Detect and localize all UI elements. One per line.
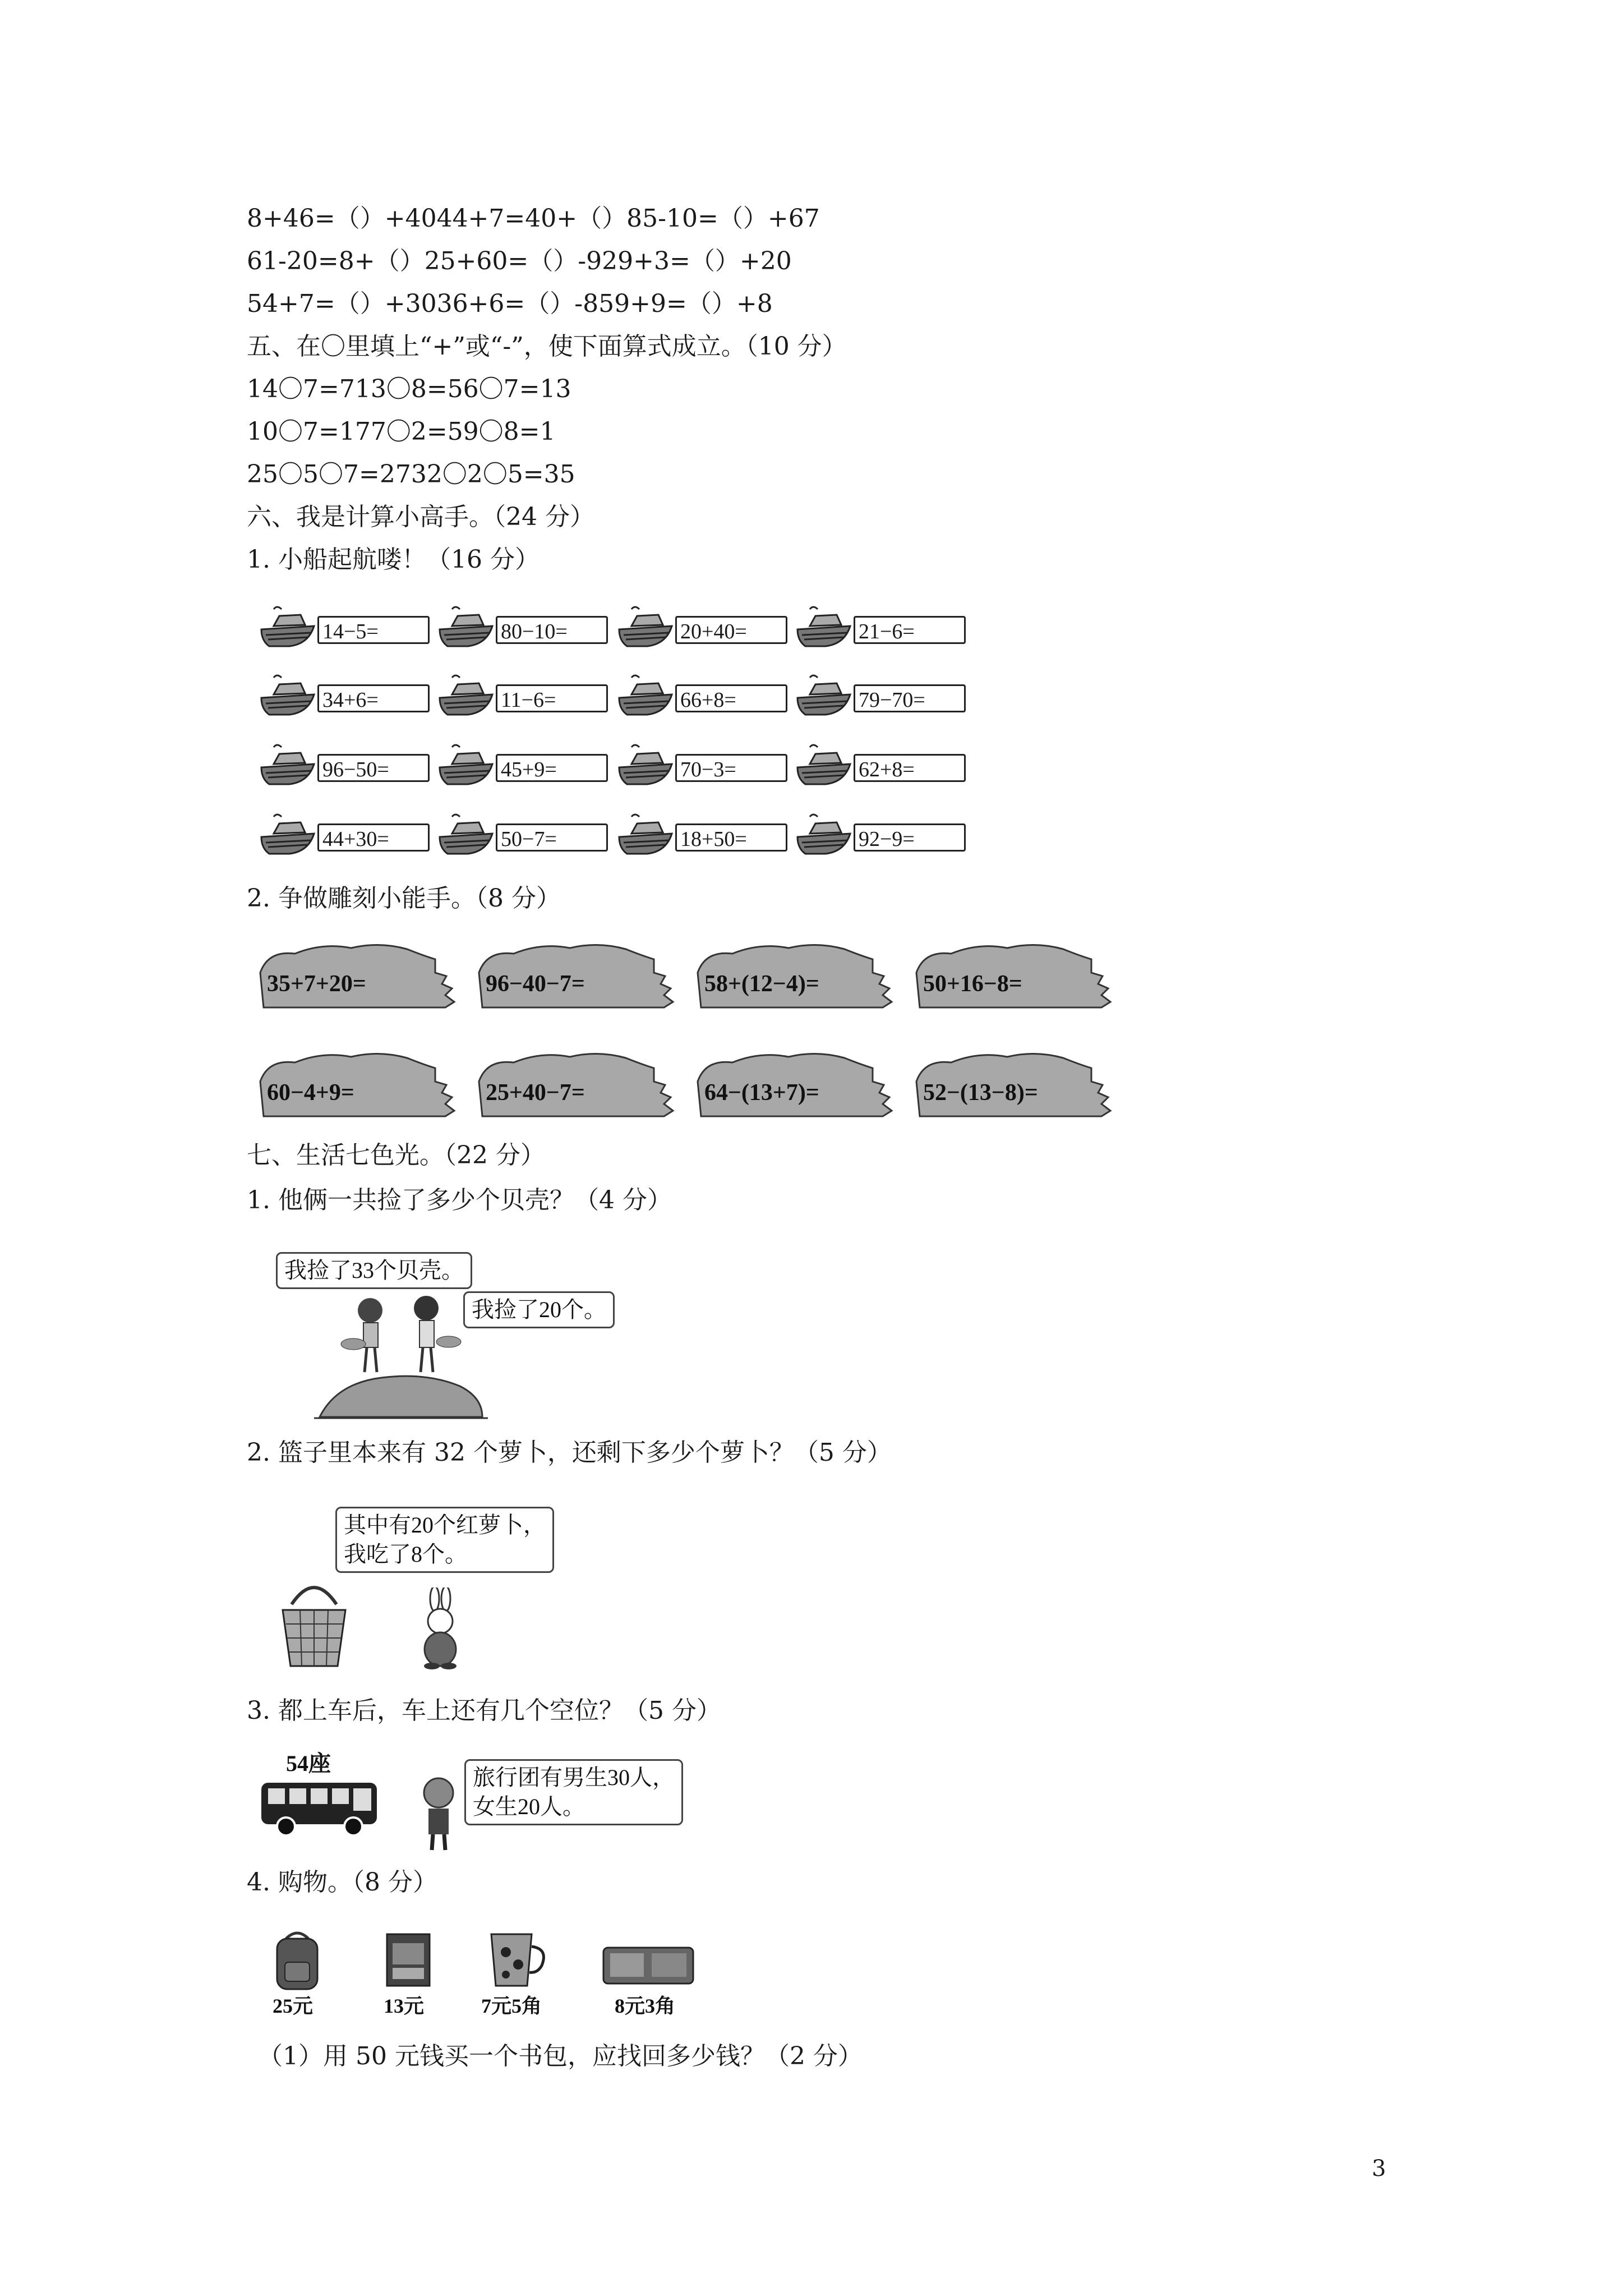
boat-problem <box>793 604 972 648</box>
boat-expression: 34+6= <box>317 684 430 712</box>
speech-bubble-girl: 我捡了33个贝壳。 <box>276 1252 472 1289</box>
rabbit-icon <box>415 1588 465 1672</box>
boat-icon <box>257 742 319 786</box>
boat-icon <box>615 811 676 856</box>
boat-expression: 14−5= <box>317 616 430 644</box>
boat-icon <box>435 604 497 648</box>
price-pencil-case: 8元3角 <box>615 1995 676 2017</box>
boat-icon <box>615 604 676 648</box>
boat-expression: 80−10= <box>496 616 608 644</box>
rock-problem <box>256 1049 463 1122</box>
rock-expression: 25+40−7= <box>486 1080 585 1106</box>
boat-expression: 70−3= <box>675 754 787 782</box>
boat-problem <box>615 742 794 786</box>
speech-bubble-boy: 我捡了20个。 <box>463 1291 615 1328</box>
rock-expression: 50+16−8= <box>923 971 1022 997</box>
q4-title: 4. 购物。（8 分） <box>247 1868 437 1897</box>
boat-problem <box>257 742 436 786</box>
boat-expression: 45+9= <box>496 754 608 782</box>
boat-problem <box>435 811 615 856</box>
section5-line-2: 10〇7=177〇2=59〇8=1 <box>247 417 556 446</box>
schoolbag-icon <box>269 1927 325 1993</box>
section6-title: 六、我是计算小高手。（24 分） <box>247 503 594 531</box>
boat-problem <box>435 604 615 648</box>
boat-problem <box>257 672 436 717</box>
q1-title: 1. 他俩一共捡了多少个贝壳？（4 分） <box>247 1186 672 1214</box>
section5-line-3: 25〇5〇7=2732〇2〇5=35 <box>247 460 575 489</box>
boat-expression: 62+8= <box>854 754 966 782</box>
rock-problem <box>474 940 682 1013</box>
boat-icon <box>257 672 319 717</box>
boat-expression: 11−6= <box>496 684 608 712</box>
rock-problem <box>912 940 1119 1013</box>
boat-icon <box>435 672 497 717</box>
equation-line-1: 8+46=（）+4044+7=40+（）85-10=（）+67 <box>247 204 820 233</box>
boat-problem <box>615 604 794 648</box>
rock-expression: 35+7+20= <box>267 971 366 997</box>
boat-expression: 50−7= <box>496 823 608 852</box>
bubble-line-1: 旅行团有男生30人， <box>473 1765 675 1790</box>
boat-problem <box>615 672 794 717</box>
boat-problem <box>793 811 972 856</box>
boy-icon <box>416 1775 461 1853</box>
rock-expression: 96−40−7= <box>486 971 585 997</box>
rock-expression: 58+(12−4)= <box>704 971 819 997</box>
rock-expression: 52−(13−8)= <box>923 1080 1038 1106</box>
rock-problem <box>256 940 463 1013</box>
section5-title: 五、在〇里填上“+”或“-”，使下面算式成立。（10 分） <box>247 332 847 361</box>
boat-icon <box>257 811 319 856</box>
price-cup: 7元5角 <box>481 1995 542 2017</box>
boat-icon <box>793 604 855 648</box>
boat-expression: 20+40= <box>675 616 787 644</box>
bus-seat-label: 54座 <box>286 1751 331 1776</box>
boat-problem <box>257 604 436 648</box>
page-number: 3 <box>1372 2156 1386 2182</box>
boat-icon <box>793 811 855 856</box>
boat-expression: 79−70= <box>854 684 966 712</box>
boat-expression: 44+30= <box>317 823 430 852</box>
equation-line-2: 61-20=8+（）25+60=（）-929+3=（）+20 <box>247 247 792 275</box>
section7-title: 七、生活七色光。（22 分） <box>247 1141 545 1170</box>
boat-expression: 92−9= <box>854 823 966 852</box>
rock-expression: 60−4+9= <box>267 1080 354 1106</box>
bus-icon <box>258 1777 381 1839</box>
boat-icon <box>435 742 497 786</box>
price-schoolbag: 25元 <box>273 1995 313 2017</box>
bubble-line-1: 其中有20个红萝卜， <box>344 1512 546 1538</box>
boat-icon <box>257 604 319 648</box>
bubble-line-2: 女生20人。 <box>473 1794 585 1819</box>
boat-icon <box>615 672 676 717</box>
price-book: 13元 <box>384 1995 425 2017</box>
boat-expression: 21−6= <box>854 616 966 644</box>
q2-title: 2. 篮子里本来有 32 个萝卜，还剩下多少个萝卜？（5 分） <box>247 1438 892 1467</box>
boat-expression: 18+50= <box>675 823 787 852</box>
section6-part2-title: 2. 争做雕刻小能手。（8 分） <box>247 884 561 913</box>
boat-problem <box>793 672 972 717</box>
rock-problem <box>693 1049 901 1122</box>
speech-bubble-tour <box>464 1759 683 1825</box>
pencil-case-icon <box>601 1945 697 1987</box>
boat-problem <box>615 811 794 856</box>
bubble-line-2: 我吃了8个。 <box>344 1542 467 1567</box>
section5-line-1: 14〇7=713〇8=56〇7=13 <box>247 375 571 403</box>
book-icon <box>384 1932 434 1988</box>
cup-icon <box>483 1930 551 1991</box>
boat-icon <box>615 742 676 786</box>
children-on-rock-illustration <box>314 1288 488 1428</box>
equation-line-3: 54+7=（）+3036+6=（）-859+9=（）+8 <box>247 289 773 318</box>
boat-expression: 96−50= <box>317 754 430 782</box>
boat-icon <box>435 811 497 856</box>
q4-sub1: （1）用 50 元钱买一个书包，应找回多少钱？（2 分） <box>258 2042 863 2070</box>
boat-problem <box>435 742 615 786</box>
boat-expression: 66+8= <box>675 684 787 712</box>
rock-problem <box>474 1049 682 1122</box>
rock-problem <box>693 940 901 1013</box>
rock-problem <box>912 1049 1119 1122</box>
q3-title: 3. 都上车后，车上还有几个空位？（5 分） <box>247 1696 721 1725</box>
basket-icon <box>275 1571 353 1672</box>
boat-icon <box>793 742 855 786</box>
boat-problem <box>793 742 972 786</box>
speech-bubble-rabbit <box>335 1507 554 1573</box>
boat-icon <box>793 672 855 717</box>
boat-problem <box>435 672 615 717</box>
boat-problem <box>257 811 436 856</box>
rock-expression: 64−(13+7)= <box>704 1080 819 1106</box>
section6-part1-title: 1. 小船起航喽！（16 分） <box>247 545 540 574</box>
